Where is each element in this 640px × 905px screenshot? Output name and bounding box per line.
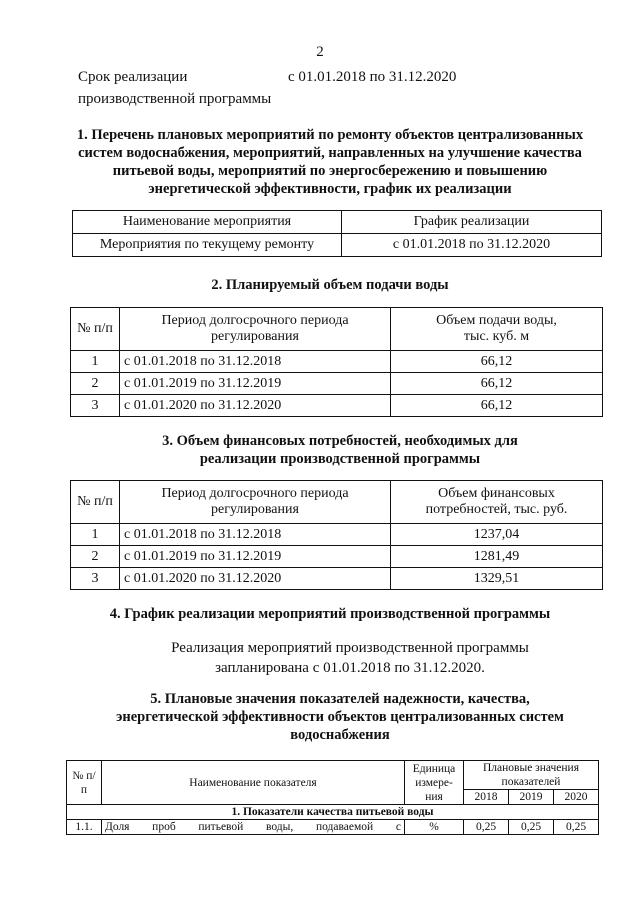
section-4-title: 4. График реализации мероприятий производственной программы bbox=[109, 606, 551, 622]
word: питьевой bbox=[198, 821, 244, 833]
section-4-text: Реализация мероприятий производственной программы запланирована с 01.01.2018 по 31.12.2020. bbox=[171, 640, 529, 676]
table-cell: с 01.01.2018 по 31.12.2018 bbox=[120, 351, 391, 373]
table-cell: с 01.01.2019 по 31.12.2019 bbox=[120, 546, 391, 568]
table-header-row bbox=[71, 481, 603, 524]
year-cell: 2020 bbox=[554, 790, 599, 805]
section-5-table bbox=[66, 760, 599, 835]
year-cell: 2018 bbox=[464, 790, 509, 805]
header-cell: Наименование показателя bbox=[102, 761, 405, 805]
table-cell: с 01.01.2018 по 31.12.2020 bbox=[342, 234, 602, 257]
header-cell: Наименование мероприятия bbox=[73, 211, 342, 234]
table-cell: 3 bbox=[71, 568, 120, 590]
indicator-name bbox=[105, 820, 401, 834]
term-label: Срок реализации производственной программы bbox=[78, 69, 272, 107]
table-row bbox=[71, 524, 603, 546]
table-cell: с 01.01.2019 по 31.12.2019 bbox=[120, 373, 391, 395]
term-value: с 01.01.2018 по 31.12.2020 bbox=[288, 69, 457, 85]
word: с bbox=[395, 821, 401, 833]
header-cell: Объем подачи воды, тыс. куб. м bbox=[391, 308, 603, 351]
table-cell: 1 bbox=[71, 524, 120, 546]
table-row bbox=[67, 820, 599, 835]
table-cell: 0,25 bbox=[554, 820, 599, 835]
table-row bbox=[71, 351, 603, 373]
header-cell: Период долгосрочного периода регулирования bbox=[120, 308, 391, 351]
section-2-title: 2. Планируемый объем подачи воды bbox=[211, 277, 449, 293]
table-row bbox=[71, 568, 603, 590]
table-group-row bbox=[67, 805, 599, 820]
table-row bbox=[73, 234, 602, 257]
table-header-row bbox=[71, 308, 603, 351]
group-cell: 1. Показатели качества питьевой воды bbox=[67, 805, 599, 820]
word: проб bbox=[152, 821, 176, 833]
header-cell: № п/п bbox=[67, 761, 102, 805]
table-row bbox=[71, 373, 603, 395]
table-cell: 0,25 bbox=[509, 820, 554, 835]
table-cell: с 01.01.2020 по 31.12.2020 bbox=[120, 568, 391, 590]
table-cell: с 01.01.2020 по 31.12.2020 bbox=[120, 395, 391, 417]
table-cell: 1281,49 bbox=[391, 546, 603, 568]
table-cell: с 01.01.2018 по 31.12.2018 bbox=[120, 524, 391, 546]
section-5-title: 5. Плановые значения показателей надежности, качества, энергетической эффективности объектов централизованных систем водоснабжения bbox=[116, 691, 564, 743]
table-cell: 1329,51 bbox=[391, 568, 603, 590]
header-cell: Плановые значения показателей bbox=[464, 761, 599, 790]
table-cell: 3 bbox=[71, 395, 120, 417]
header-cell: Объем финансовых потребностей, тыс. руб. bbox=[391, 481, 603, 524]
section-2-table bbox=[70, 307, 603, 417]
table-cell: 0,25 bbox=[464, 820, 509, 835]
page-number: 2 bbox=[316, 44, 324, 60]
header-cell: Период долгосрочного периода регулирования bbox=[120, 481, 391, 524]
header-cell: № п/п bbox=[71, 481, 120, 524]
table-cell: % bbox=[405, 820, 464, 835]
table-cell: 66,12 bbox=[391, 373, 603, 395]
table-cell: 66,12 bbox=[391, 395, 603, 417]
header-cell: № п/п bbox=[71, 308, 120, 351]
table-cell: 2 bbox=[71, 546, 120, 568]
table-cell bbox=[102, 820, 405, 835]
section-3-title: 3. Объем финансовых потребностей, необходимых для реализации производственной программы bbox=[162, 433, 518, 467]
section-1-table bbox=[72, 210, 602, 257]
table-cell: Мероприятия по текущему ремонту bbox=[73, 234, 342, 257]
table-header-row bbox=[73, 211, 602, 234]
table-cell: 1 bbox=[71, 351, 120, 373]
table-cell: 1237,04 bbox=[391, 524, 603, 546]
header-cell: График реализации bbox=[342, 211, 602, 234]
header-cell: Единица измере-ния bbox=[405, 761, 464, 805]
table-cell: 66,12 bbox=[391, 351, 603, 373]
table-header-row bbox=[67, 761, 599, 790]
table-cell: 2 bbox=[71, 373, 120, 395]
year-cell: 2019 bbox=[509, 790, 554, 805]
word: Доля bbox=[105, 821, 130, 833]
section-3-table bbox=[70, 480, 603, 590]
table-row bbox=[71, 395, 603, 417]
table-row bbox=[71, 546, 603, 568]
section-1-title: 1. Перечень плановых мероприятий по ремонту объектов централизованных систем водоснабжения, мероприятий, направленных на улучшение качества питьевой воды, мероприятий по энергосбережению и повышению энергетической эффективности, график их реализации bbox=[76, 127, 584, 197]
word: воды, bbox=[266, 821, 294, 833]
table-cell: 1.1. bbox=[67, 820, 102, 835]
word: подаваемой bbox=[315, 821, 374, 833]
